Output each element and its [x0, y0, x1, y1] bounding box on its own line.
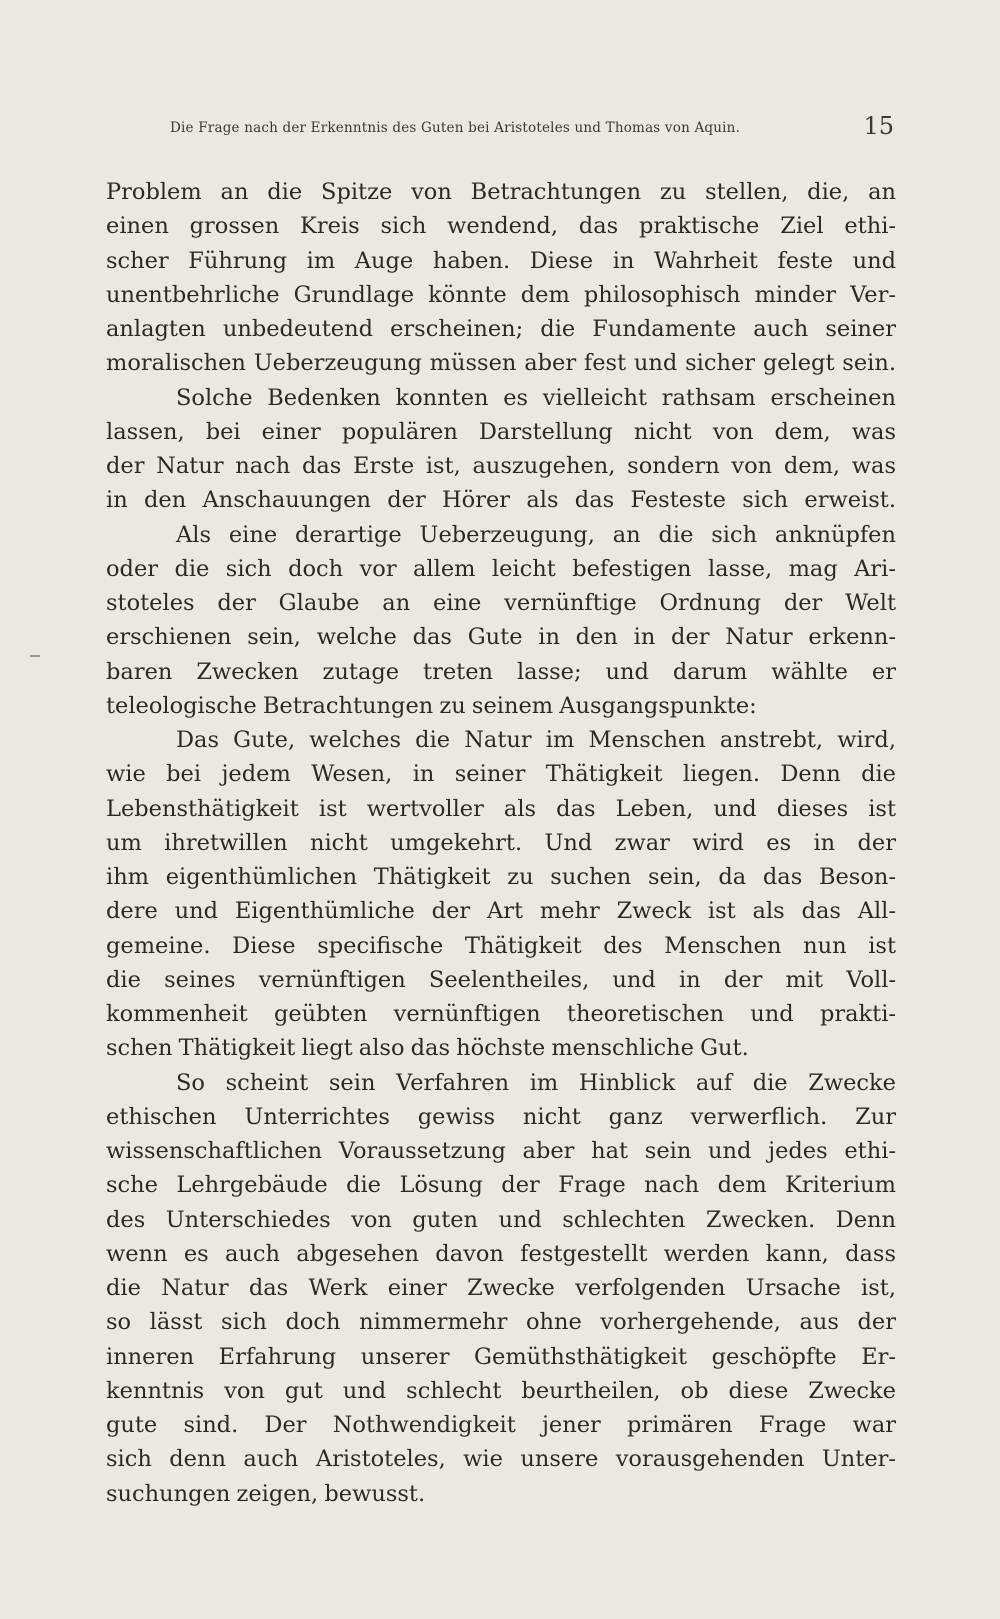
body-text [106, 175, 896, 1511]
text-line: so lässt sich doch nimmermehr ohne vorhergehende, aus der [106, 1309, 896, 1336]
text-line: Das Gute, welches die Natur im Menschen anstrebt, wird, [176, 727, 896, 753]
text-line: die seines vernünftigen Seelentheiles, und in der mit Voll- [106, 966, 896, 993]
text-line: einen grossen Kreis sich wendend, das praktische Ziel ethi- [106, 213, 896, 240]
text-line: um ihretwillen nicht umgekehrt. Und zwar wird es in der [106, 829, 896, 856]
text-line: die Natur das Werk einer Zwecke verfolgenden Ursache ist, [106, 1275, 896, 1301]
text-line: inneren Erfahrung unserer Gemüthsthätigkeit geschöpfte Er- [106, 1343, 896, 1370]
text-line: ihm eigenthümlichen Thätigkeit zu suchen sein, da das Beson- [106, 864, 896, 890]
text-line: Als eine derartige Ueberzeugung, an die sich anknüpfen [176, 521, 896, 548]
text-line: oder die sich doch vor allem leicht befestigen lasse, mag Ari- [106, 555, 896, 582]
running-title: Die Frage nach der Erkenntnis des Guten bei Aristoteles und Thomas von Aquin. [170, 120, 741, 136]
text-line: lassen, bei einer populären Darstellung nicht von dem, was [106, 418, 896, 445]
text-line: Problem an die Spitze von Betrachtungen zu stellen, die, an [106, 179, 896, 205]
text-line: der Natur nach das Erste ist, auszugehen, sondern von dem, was [106, 453, 896, 479]
text-line: stoteles der Glaube an eine vernünftige Ordnung der Welt [106, 590, 896, 616]
text-line: ethischen Unterrichtes gewiss nicht ganz verwerflich. Zur [106, 1103, 896, 1130]
page-number: 15 [863, 112, 894, 140]
text-line: kommenheit geübten vernünftigen theoretischen und prakti- [106, 1001, 896, 1027]
text-line: sche Lehrgebäude die Lösung der Frage nach dem Kriterium [106, 1172, 896, 1199]
text-line: gute sind. Der Nothwendigkeit jener primären Frage war [106, 1412, 896, 1438]
text-line: dere und Eigenthümliche der Art mehr Zweck ist als das All- [106, 898, 896, 925]
text-line: wenn es auch abgesehen davon festgestellt werden kann, dass [106, 1240, 896, 1267]
margin-mark [30, 655, 40, 657]
text-line: Lebensthätigkeit ist wertvoller als das Leben, und dieses ist [106, 795, 896, 822]
page-header [170, 112, 894, 142]
text-line: teleologische Betrachtungen zu seinem Ausgangspunkte: [106, 692, 757, 719]
text-line: Solche Bedenken konnten es vielleicht rathsam erscheinen [176, 384, 896, 411]
text-line: schen Thätigkeit liegt also das höchste menschliche Gut. [106, 1035, 749, 1062]
text-line: gemeine. Diese specifische Thätigkeit des Menschen nun ist [106, 932, 896, 959]
text-line: So scheint sein Verfahren im Hinblick auf die Zwecke [176, 1069, 896, 1096]
text-line: sich denn auch Aristoteles, wie unsere vorausgehenden Unter- [106, 1446, 896, 1473]
text-line: baren Zwecken zutage treten lasse; und darum wählte er [106, 658, 896, 685]
text-line: suchungen zeigen, bewusst. [106, 1480, 426, 1507]
text-line: unentbehrliche Grundlage könnte dem philosophisch minder Ver- [106, 281, 896, 308]
text-line: des Unterschiedes von guten und schlechten Zwecken. Denn [106, 1206, 896, 1233]
text-line: kenntnis von gut und schlecht beurtheilen, ob diese Zwecke [106, 1377, 896, 1404]
text-line: wie bei jedem Wesen, in seiner Thätigkeit liegen. Denn die [106, 761, 896, 788]
text-line: erschienen sein, welche das Gute in den in der Natur erkenn- [106, 624, 896, 651]
text-line: wissenschaftlichen Voraussetzung aber hat sein und jedes ethi- [106, 1138, 896, 1164]
text-line: scher Führung im Auge haben. Diese in Wahrheit feste und [106, 247, 896, 274]
text-line: moralischen Ueberzeugung müssen aber fest und sicher gelegt sein. [106, 350, 896, 377]
text-line: anlagten unbedeutend erscheinen; die Fundamente auch seiner [106, 316, 896, 342]
text-line: in den Anschauungen der Hörer als das Festeste sich erweist. [106, 487, 896, 514]
